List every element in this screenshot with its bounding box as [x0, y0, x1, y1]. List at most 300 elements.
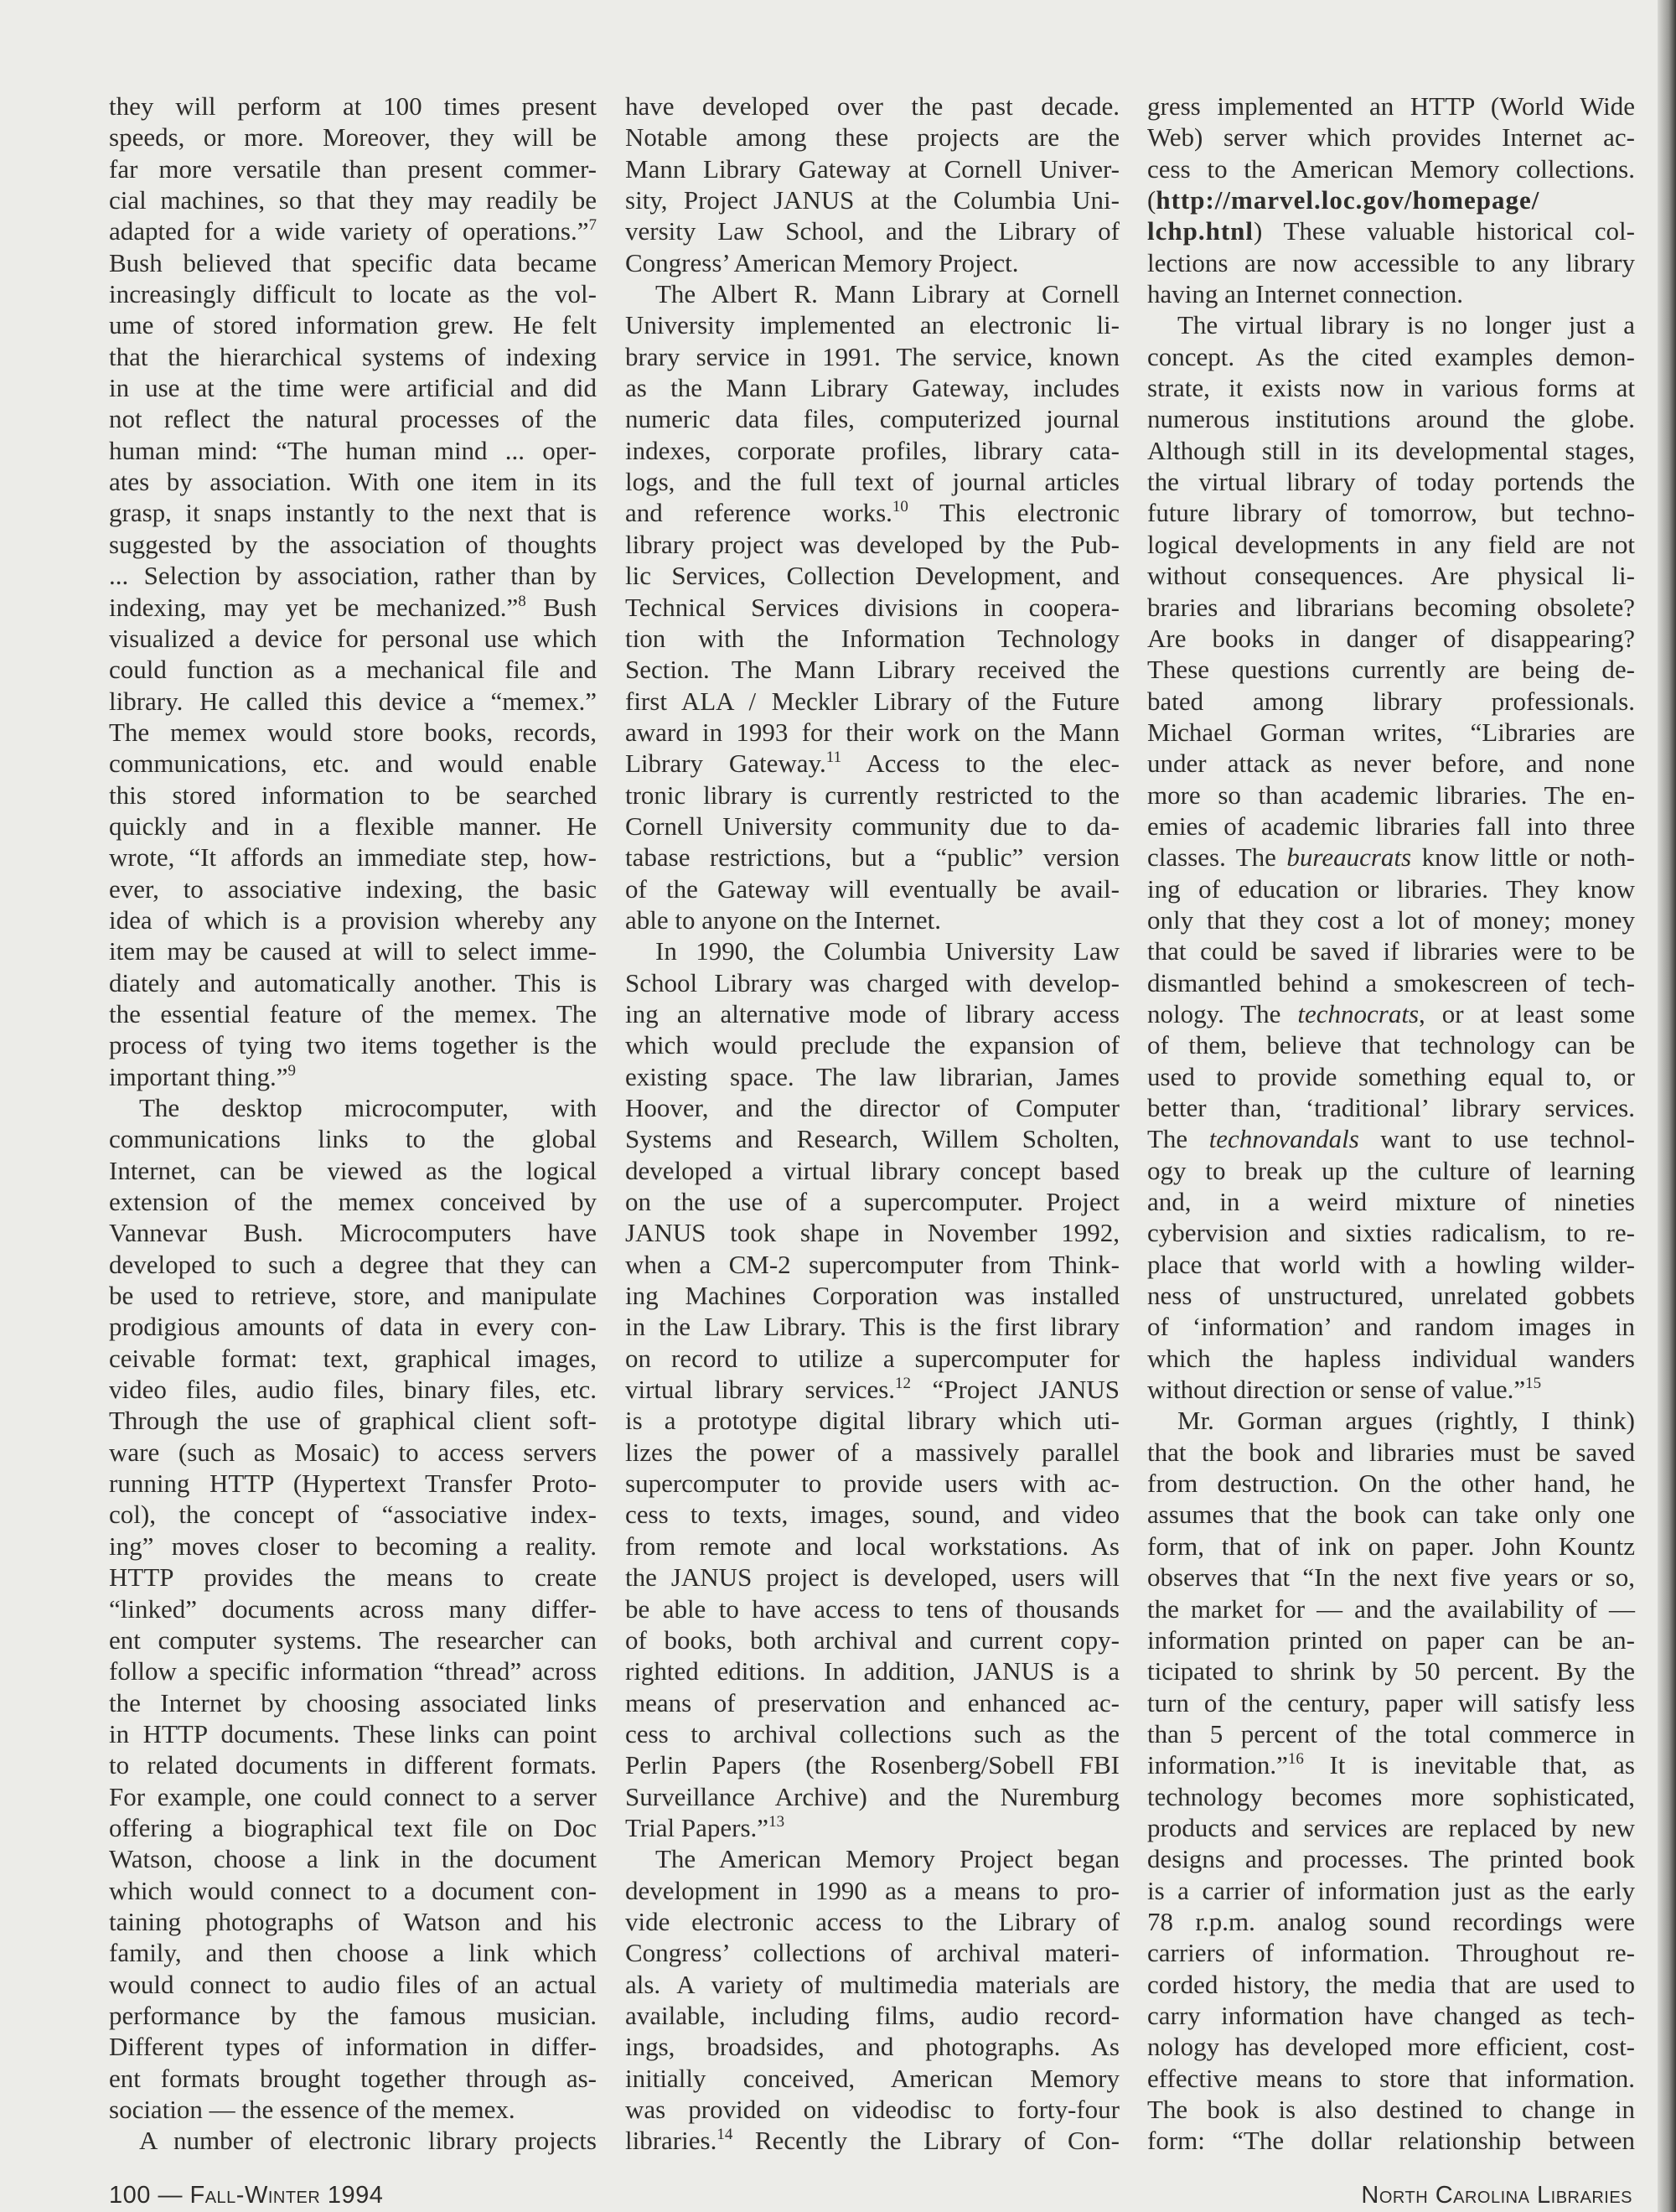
text-line: [625, 780, 1120, 811]
text-line: [1147, 780, 1635, 811]
text-line: [625, 122, 1120, 153]
text-line: [109, 592, 597, 623]
text-run: Cornell University community due to da-: [625, 811, 1120, 841]
text-line: [1147, 2125, 1635, 2156]
text-run: designs and processes. The printed book: [1147, 1844, 1635, 1874]
text-run: under attack as never before, and none: [1147, 749, 1635, 779]
text-line: [1147, 122, 1635, 153]
text-run: in use at the time were artificial and did: [109, 373, 597, 403]
text-line: [625, 1531, 1120, 1562]
text-line: [109, 1655, 597, 1686]
text-line: [625, 1655, 1120, 1686]
text-run: It is inevitable that, as: [1303, 1750, 1635, 1780]
text-line: [109, 372, 597, 403]
text-line: [1147, 184, 1635, 215]
text-line: [625, 935, 1120, 966]
text-run: assumes that the book can take only one: [1147, 1500, 1635, 1530]
text-line: [625, 1468, 1120, 1499]
text-run: cess to the American Memory collections.: [1147, 153, 1635, 184]
text-line: [1147, 247, 1635, 278]
text-run: ever, to associative indexing, the basic: [109, 873, 597, 904]
text-column-2: [625, 91, 1120, 2157]
text-run: in HTTP documents. These links can point: [109, 1718, 597, 1748]
text-run: speeds, or more. Moreover, they will be: [109, 122, 597, 153]
text-line: [625, 91, 1120, 122]
text-run: The: [1147, 1124, 1209, 1154]
text-run: tronic library is currently restricted to the: [625, 780, 1120, 810]
text-run: brary service in 1991. The service, known: [625, 341, 1120, 371]
text-run: lic Services, Collection Development, and: [625, 561, 1120, 591]
text-line: [1147, 623, 1635, 654]
text-run: cial machines, so that they may readily be: [109, 185, 597, 215]
text-run: These questions currently are being de-: [1147, 655, 1635, 685]
text-line: [109, 1531, 597, 1562]
text-run: Recently the Library of Con-: [732, 2126, 1120, 2156]
text-column-3: [1147, 91, 1635, 2157]
text-run: first ALA / Meckler Library of the Future: [625, 686, 1120, 716]
text-run: ume of stored information grew. He felt: [109, 310, 597, 340]
text-line: [109, 1123, 597, 1154]
text-line: [625, 184, 1120, 215]
footnote-ref: 11: [825, 749, 842, 767]
text-line: [625, 309, 1120, 340]
text-line: [1147, 1280, 1635, 1311]
text-run: lections are now accessible to any library: [1147, 247, 1635, 277]
text-line: [109, 2063, 597, 2094]
text-line: [625, 873, 1120, 904]
text-line: [109, 1906, 597, 1937]
text-line: [625, 1280, 1120, 1311]
text-line: [625, 1906, 1120, 1937]
text-run: performance by the famous musician.: [109, 2000, 597, 2030]
text-run: products and services are replaced by new: [1147, 1812, 1635, 1842]
text-run: bated among library professionals.: [1147, 686, 1635, 716]
text-run: quickly and in a flexible manner. He: [109, 811, 597, 841]
text-run: form: “The dollar relationship between: [1147, 2126, 1635, 2156]
text-run: In 1990, the Columbia University Law: [655, 936, 1120, 966]
text-line: [625, 1029, 1120, 1060]
text-run: Access to the elec-: [841, 749, 1120, 779]
text-line: [109, 904, 597, 935]
text-run: on record to utilize a supercomputer for: [625, 1343, 1120, 1373]
text-run: when a CM-2 supercomputer from Think-: [625, 1249, 1120, 1279]
text-run: logical developments in any field are not: [1147, 529, 1635, 559]
text-line: [625, 2063, 1120, 2094]
text-run: human mind: “The human mind ... oper-: [109, 435, 597, 465]
text-run: of ‘information’ and random images in: [1147, 1312, 1635, 1342]
text-line: [109, 1092, 597, 1123]
text-run: visualized a device for personal use which: [109, 623, 597, 653]
text-run: Mr. Gorman argues (rightly, I think): [1177, 1406, 1635, 1436]
text-line: [109, 215, 597, 246]
text-line: [1147, 1405, 1635, 1436]
text-run: which would preclude the expansion of: [625, 1030, 1120, 1060]
text-line: [625, 811, 1120, 842]
text-line: [109, 2125, 597, 2156]
text-line: [1147, 686, 1635, 717]
text-line: [109, 1718, 597, 1749]
text-line: [109, 1343, 597, 1374]
text-run: Technical Services divisions in coopera-: [625, 592, 1120, 622]
text-run: The virtual library is no longer just a: [1177, 310, 1635, 340]
text-line: [625, 842, 1120, 873]
text-run: would connect to audio files of an actual: [109, 1969, 597, 1999]
text-line: [625, 1562, 1120, 1593]
text-run: ticipated to shrink by 50 percent. By the: [1147, 1656, 1635, 1686]
text-run: Congress’ collections of archival materi-: [625, 1938, 1120, 1968]
text-line: [1147, 717, 1635, 748]
text-line: [109, 1029, 597, 1060]
text-run: Trial Papers.”: [625, 1812, 769, 1842]
text-run: cybervision and sixties radicalism, to re-: [1147, 1218, 1635, 1248]
text-line: [1147, 1186, 1635, 1217]
text-line: [625, 686, 1120, 717]
text-line: [625, 1249, 1120, 1280]
text-line: [1147, 873, 1635, 904]
text-line: [1147, 1687, 1635, 1718]
text-line: [1147, 811, 1635, 842]
text-line: [109, 153, 597, 184]
text-line: [1147, 372, 1635, 403]
text-run: and, in a weird mixture of nineties: [1147, 1187, 1635, 1217]
text-run: ness of unstructured, unrelated gobbets: [1147, 1281, 1635, 1311]
text-run: suggested by the association of thoughts: [109, 529, 597, 559]
text-run: ing of education or libraries. They know: [1147, 873, 1635, 904]
text-line: [1147, 1061, 1635, 1092]
text-line: [1147, 1217, 1635, 1248]
text-line: [625, 372, 1120, 403]
footnote-ref: 13: [768, 1812, 785, 1831]
text-run: library project was developed by the Pub-: [625, 529, 1120, 559]
text-run: communications links to the global: [109, 1124, 597, 1154]
text-line: [625, 1437, 1120, 1468]
text-line: [1147, 2031, 1635, 2062]
text-line: [625, 998, 1120, 1029]
text-line: [109, 122, 597, 153]
text-run: numeric data files, computerized journal: [625, 404, 1120, 434]
text-line: [109, 1061, 597, 1092]
text-run: means of preservation and enhanced ac-: [625, 1687, 1120, 1717]
text-line: [1147, 2000, 1635, 2031]
text-run: existing space. The law librarian, James: [625, 1061, 1120, 1091]
text-run: to related documents in different formats.: [109, 1750, 597, 1780]
text-run: The memex would store books, records,: [109, 717, 597, 747]
text-run: more so than academic libraries. The en-: [1147, 780, 1635, 810]
page-folio: 100 — Fall-Winter 1994: [109, 2182, 384, 2209]
text-run: Surveillance Archive) and the Nuremburg: [625, 1781, 1120, 1811]
text-line: [109, 497, 597, 528]
text-line: [625, 1374, 1120, 1405]
text-run: the essential feature of the memex. The: [109, 998, 597, 1028]
text-line: [625, 967, 1120, 998]
text-run: braries and librarians becoming obsolete?: [1147, 592, 1635, 622]
italic-term: technocrats: [1297, 998, 1420, 1028]
text-line: [1147, 1374, 1635, 1405]
text-line: [625, 153, 1120, 184]
text-run: cess to texts, images, sound, and video: [625, 1500, 1120, 1530]
text-line: [625, 1687, 1120, 1718]
text-line: [109, 1562, 597, 1593]
text-run: ware (such as Mosaic) to access servers: [109, 1437, 597, 1467]
text-run: better than, ‘traditional’ library services.: [1147, 1093, 1635, 1122]
text-run: Different types of information in differ-: [109, 2032, 597, 2062]
text-column-1: [109, 91, 597, 2157]
text-line: [1147, 341, 1635, 372]
text-line: [625, 278, 1120, 309]
text-line: [109, 1437, 597, 1468]
text-run: Internet, can be viewed as the logical: [109, 1155, 597, 1185]
text-run: Congress’ American Memory Project.: [625, 247, 1019, 277]
text-line: [625, 592, 1120, 623]
text-line: [1147, 466, 1635, 497]
text-run: Web) server which provides Internet ac-: [1147, 122, 1635, 153]
text-line: [109, 1781, 597, 1812]
text-run: of the Gateway will eventually be avail-: [625, 873, 1120, 904]
text-run: ent computer systems. The researcher can: [109, 1624, 597, 1655]
text-run: 78 r.p.m. analog sound recordings were: [1147, 1906, 1635, 1936]
text-run: sociation — the essence of the memex.: [109, 2095, 515, 2124]
text-run: supercomputer to provide users with ac-: [625, 1469, 1120, 1499]
text-run: which the hapless individual wanders: [1147, 1343, 1635, 1373]
text-line: [625, 1875, 1120, 1906]
text-run: available, including films, audio record-: [625, 2000, 1120, 2030]
text-run: carriers of information. Throughout re-: [1147, 1938, 1635, 1968]
text-line: [109, 1311, 597, 1342]
text-run: tabase restrictions, but a “public” version: [625, 842, 1120, 873]
text-line: [109, 247, 597, 278]
text-line: [1147, 529, 1635, 560]
text-run: taining photographs of Watson and his: [109, 1906, 597, 1936]
text-run: from destruction. On the other hand, he: [1147, 1469, 1635, 1499]
text-line: [625, 1343, 1120, 1374]
text-line: [109, 717, 597, 748]
text-run: idea of which is a provision whereby any: [109, 904, 597, 935]
text-line: [1147, 1499, 1635, 1530]
text-run: The American Memory Project began: [655, 1844, 1120, 1874]
text-run: not reflect the natural processes of the: [109, 404, 597, 434]
text-run: initially conceived, American Memory: [625, 2063, 1120, 2093]
text-run: family, and then choose a link which: [109, 1938, 597, 1968]
footnote-ref: 12: [895, 1375, 912, 1393]
text-line: [625, 1061, 1120, 1092]
text-line: [625, 654, 1120, 685]
text-run: ) These valuable historical col-: [1254, 216, 1635, 246]
text-run: virtual library services.: [625, 1375, 896, 1405]
text-line: [1147, 1749, 1635, 1780]
text-run: lizes the power of a massively parallel: [625, 1437, 1120, 1467]
text-line: [109, 1875, 597, 1906]
text-run: from remote and local workstations. As: [625, 1531, 1120, 1561]
text-line: [109, 873, 597, 904]
text-run: have developed over the past decade.: [625, 91, 1120, 121]
text-run: could function as a mechanical file and: [109, 655, 597, 685]
footnote-ref: 7: [588, 216, 597, 235]
text-line: [1147, 153, 1635, 184]
text-line: [109, 278, 597, 309]
text-run: want to use technol-: [1358, 1124, 1635, 1154]
text-line: [109, 1217, 597, 1248]
text-line: [1147, 215, 1635, 246]
text-line: [625, 2125, 1120, 2156]
text-run: in the Law Library. This is the first library: [625, 1312, 1120, 1342]
text-run: numerous institutions around the globe.: [1147, 404, 1635, 434]
text-line: [1147, 1092, 1635, 1123]
text-run: information.”: [1147, 1750, 1288, 1780]
text-line: [625, 341, 1120, 372]
text-run: that the hierarchical systems of indexing: [109, 341, 597, 371]
footnote-ref: 8: [518, 592, 526, 610]
text-run: ceivable format: text, graphical images,: [109, 1343, 597, 1373]
text-run: University implemented an electronic li-: [625, 310, 1120, 340]
text-line: [109, 91, 597, 122]
text-run: “linked” documents across many differ-: [109, 1593, 597, 1624]
text-line: [625, 403, 1120, 434]
text-run: important thing.”: [109, 1061, 288, 1091]
text-run: was provided on videodisc to forty-four: [625, 2095, 1120, 2124]
text-run: the market for — and the availability of —: [1147, 1593, 1635, 1624]
text-line: [625, 1593, 1120, 1624]
text-run: nology. The: [1147, 998, 1298, 1028]
text-run: The Albert R. Mann Library at Cornell: [655, 279, 1120, 309]
text-line: [1147, 1311, 1635, 1342]
text-run: extension of the memex conceived by: [109, 1187, 597, 1217]
text-line: [1147, 1155, 1635, 1186]
text-run: righted editions. In addition, JANUS is a: [625, 1656, 1120, 1686]
text-run: having an Internet connection.: [1147, 279, 1464, 309]
text-line: [625, 1937, 1120, 1968]
text-line: [1147, 1123, 1635, 1154]
text-line: [109, 560, 597, 591]
text-line: [109, 780, 597, 811]
text-line: [109, 2031, 597, 2062]
text-run: Are books in danger of disappearing?: [1147, 623, 1635, 653]
text-line: [625, 1718, 1120, 1749]
text-line: [1147, 1718, 1635, 1749]
text-run: sity, Project JANUS at the Columbia Uni-: [625, 185, 1120, 215]
text-run: Through the use of graphical client soft-: [109, 1406, 597, 1436]
text-line: [1147, 1562, 1635, 1593]
text-run: Bush: [525, 592, 597, 622]
text-run: without direction or sense of value.”: [1147, 1375, 1526, 1405]
text-line: [1147, 403, 1635, 434]
text-run: technology becomes more sophisticated,: [1147, 1781, 1635, 1811]
text-line: [625, 1311, 1120, 1342]
text-line: [1147, 2063, 1635, 2094]
text-line: [1147, 1906, 1635, 1937]
text-run: of them, believe that technology can be: [1147, 1030, 1635, 1060]
text-run: far more versatile than present commer-: [109, 153, 597, 184]
text-run: ... Selection by association, rather than by: [109, 561, 597, 591]
text-run: “Project JANUS: [911, 1375, 1120, 1405]
text-line: [625, 1843, 1120, 1874]
text-run: wrote, “It affords an immediate step, how-: [109, 842, 597, 873]
footnote-ref: 14: [716, 2126, 733, 2144]
text-line: [625, 560, 1120, 591]
text-run: vide electronic access to the Library of: [625, 1906, 1120, 1936]
text-line: [625, 466, 1120, 497]
text-line: [109, 623, 597, 654]
text-line: [1147, 654, 1635, 685]
text-line: [109, 435, 597, 466]
text-line: [625, 1749, 1120, 1780]
text-run: without consequences. Are physical li-: [1147, 561, 1635, 591]
text-run: adapted for a wide variety of operations.”: [109, 216, 589, 246]
text-line: [109, 842, 597, 873]
text-line: [625, 2000, 1120, 2031]
text-line: [109, 1374, 597, 1405]
text-run: offering a biographical text file on Doc: [109, 1812, 597, 1842]
text-run: than 5 percent of the total commerce in: [1147, 1718, 1635, 1748]
text-line: [625, 1155, 1120, 1186]
text-line: [109, 1468, 597, 1499]
text-line: [1147, 1624, 1635, 1655]
text-line: [109, 1155, 597, 1186]
text-run: place that world with a howling wilder-: [1147, 1249, 1635, 1279]
text-run: Notable among these projects are the: [625, 122, 1120, 153]
text-line: [625, 215, 1120, 246]
text-line: [1147, 435, 1635, 466]
text-run: ogy to break up the culture of learning: [1147, 1155, 1635, 1185]
text-run: col), the concept of “associative index-: [109, 1500, 597, 1530]
text-run: item may be caused at will to select imme-: [109, 936, 597, 966]
text-line: [109, 1624, 597, 1655]
text-line: [109, 529, 597, 560]
text-run: HTTP provides the means to create: [109, 1562, 597, 1593]
text-line: [109, 1687, 597, 1718]
text-run: nology has developed more efficient, cost-: [1147, 2032, 1635, 2062]
text-line: [1147, 2094, 1635, 2125]
text-run: libraries.: [625, 2126, 717, 2156]
text-run: carry information have changed as tech-: [1147, 2000, 1635, 2030]
text-line: [1147, 1843, 1635, 1874]
text-run: able to anyone on the Internet.: [625, 904, 942, 935]
text-run: Bush believed that specific data became: [109, 247, 597, 277]
text-run: Perlin Papers (the Rosenberg/Sobell FBI: [625, 1750, 1120, 1780]
text-run: turn of the century, paper will satisfy less: [1147, 1687, 1635, 1717]
text-run: strate, it exists now in various forms at: [1147, 373, 1635, 403]
text-line: [625, 2094, 1120, 2125]
text-line: [109, 935, 597, 966]
text-run: versity Law School, and the Library of: [625, 216, 1120, 246]
text-run: gress implemented an HTTP (World Wide: [1147, 91, 1635, 121]
text-run: process of tying two items together is the: [109, 1030, 597, 1060]
text-run: form, that of ink on paper. John Kountz: [1147, 1531, 1635, 1561]
text-run: know little or noth-: [1411, 842, 1635, 873]
text-run: only that they cost a lot of money; money: [1147, 904, 1635, 935]
text-line: [1147, 1875, 1635, 1906]
text-line: [109, 309, 597, 340]
url-text: lchp.htnl: [1147, 216, 1254, 246]
text-line: [1147, 497, 1635, 528]
text-line: [1147, 967, 1635, 998]
text-run: prodigious amounts of data in every con-: [109, 1312, 597, 1342]
text-run: logs, and the full text of journal articles: [625, 467, 1120, 497]
text-run: A number of electronic library projects: [139, 2126, 597, 2156]
text-run: this stored information to be searched: [109, 780, 597, 810]
text-line: [625, 247, 1120, 278]
text-line: [625, 904, 1120, 935]
text-run: Mann Library Gateway at Cornell Univer-: [625, 153, 1120, 184]
text-line: [1147, 1937, 1635, 1968]
text-line: [1147, 842, 1635, 873]
text-run: increasingly difficult to locate as the vol-: [109, 279, 597, 309]
text-line: [1147, 1969, 1635, 2000]
text-run: the JANUS project is developed, users will: [625, 1562, 1120, 1593]
text-run: (: [1147, 185, 1156, 215]
text-line: [109, 466, 597, 497]
text-run: Michael Gorman writes, “Libraries are: [1147, 717, 1635, 747]
text-line: [109, 403, 597, 434]
